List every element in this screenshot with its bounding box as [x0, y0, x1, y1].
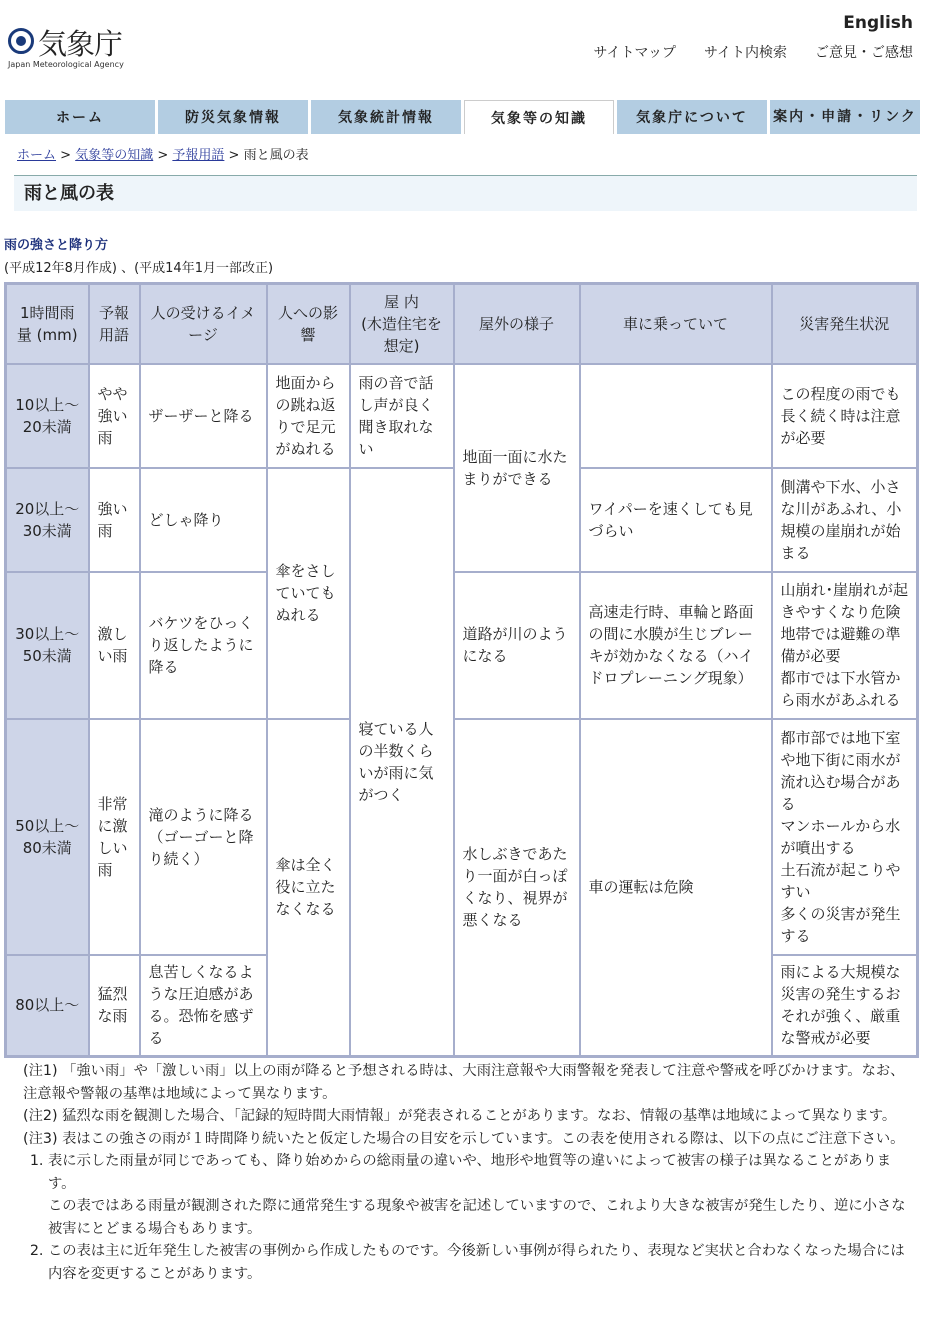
header-cell: 1時間雨量 (mm)	[6, 284, 89, 364]
nav-disaster-info[interactable]: 防災気象情報	[158, 100, 308, 134]
note-2: (注2) 猛烈な雨を観測した場合、「記録的短時間大雨情報」が発表されることがあります。なお、情報の基準は地域によって異なります。	[23, 1108, 897, 1124]
header-cell: 人への影響	[267, 284, 350, 364]
breadcrumb: ホーム > 気象等の知識 > 予報用語 > 雨と風の表	[17, 148, 309, 163]
car-cell: 高速走行時、車輪と路面の間に水膜が生じブレーキが効かなくなる（ハイドロプレーニング現象）	[580, 572, 772, 719]
nav-statistics[interactable]: 気象統計情報	[311, 100, 461, 134]
breadcrumb-terms[interactable]: 予報用語	[172, 148, 225, 163]
page-title: 雨と風の表	[14, 175, 917, 211]
nav-home[interactable]: ホーム	[5, 100, 155, 134]
range-cell: 50以上〜80未満	[6, 719, 89, 955]
utility-links	[594, 42, 914, 62]
header-cell: 車に乗っていて	[580, 284, 772, 364]
term-cell: 猛烈な雨	[89, 955, 140, 1057]
note-3: (注3) 表はこの強さの雨が１時間降り続いたと仮定した場合の目安を示しています。この表を使用される際は、以下の点にご注意下さい。	[23, 1130, 905, 1147]
jma-emblem-icon	[8, 28, 34, 54]
image-cell: ザーザーと降る	[140, 364, 267, 468]
table-row	[6, 572, 918, 719]
image-cell: 滝のように降る（ゴーゴーと降り続く）	[140, 719, 267, 955]
note-list	[23, 1150, 911, 1285]
term-cell: やや強い雨	[89, 364, 140, 468]
date-note: (平成12年8月作成) 、(平成14年1月一部改正)	[4, 261, 274, 276]
table-header-row	[6, 284, 918, 364]
jma-logo[interactable]	[8, 24, 133, 74]
note-list-item	[48, 1150, 911, 1240]
disaster-cell: 山崩れ･崖崩れが起きやすくなり危険地帯では避難の準備が必要 都市では下水管から雨水があふれる	[772, 572, 918, 719]
feedback-link[interactable]: ご意見・ご感想	[815, 45, 913, 61]
table-row	[6, 719, 918, 955]
note-item-text: 2. この表は主に近年発生した被害の事例から作成したものです。今後新しい事例が得られたり、表現など実状と合わなくなった場合には内容を変更することがあります。	[48, 1243, 905, 1282]
image-cell: どしゃ降り	[140, 468, 267, 572]
table-row	[6, 364, 918, 468]
range-cell: 30以上〜50未満	[6, 572, 89, 719]
effect-cell: 地面からの跳ね返りで足元がぬれる	[267, 364, 350, 468]
nav-knowledge[interactable]: 気象等の知識	[464, 100, 614, 134]
note-item-text: 1. 表に示した雨量が同じであっても、降り始めからの総雨量の違いや、地形や地質等の違いによって被害の様子は異なることがあります。	[48, 1153, 892, 1192]
header-cell: 屋 内 (木造住宅を想定)	[350, 284, 454, 364]
notes	[23, 1060, 911, 1285]
car-cell	[580, 364, 772, 468]
disaster-cell: この程度の雨でも長く続く時は注意が必要	[772, 364, 918, 468]
car-cell: ワイパーを速くしても見づらい	[580, 468, 772, 572]
note-list-item	[48, 1240, 911, 1285]
sitemap-link[interactable]: サイトマップ	[593, 45, 676, 61]
term-cell: 強い雨	[89, 468, 140, 572]
image-cell: バケツをひっくり返したように降る	[140, 572, 267, 719]
header-cell: 人の受けるイメージ	[140, 284, 267, 364]
logo-english: Japan Meteorological Agency	[8, 60, 124, 69]
outdoor-cell: 地面一面に水たまりができる	[454, 364, 580, 572]
outdoor-cell: 水しぶきであたり一面が白っぽくなり、視界が悪くなる	[454, 719, 580, 1057]
range-cell: 80以上〜	[6, 955, 89, 1057]
effect-cell: 傘をさしていてもぬれる	[267, 468, 350, 719]
site-search-link[interactable]: サイト内検索	[703, 45, 787, 61]
logo-text: 気象庁	[38, 27, 123, 61]
disaster-cell: 側溝や下水、小さな川があふれ、小規模の崖崩れが始まる	[772, 468, 918, 572]
indoor-cell: 寝ている人の半数くらいが雨に気がつく	[350, 468, 454, 1057]
breadcrumb-knowledge[interactable]: 気象等の知識	[75, 148, 154, 163]
breadcrumb-current: 雨と風の表	[243, 148, 309, 163]
note-1: (注1) 「強い雨」や「激しい雨」以上の雨が降ると予想される時は、大雨注意報や大雨警報を発表して注意や警戒を呼びかけます。なお、注意報や警報の基準は地域によって異なります。	[23, 1063, 905, 1102]
disaster-cell: 雨による大規模な災害の発生するおそれが強く、厳重な警戒が必要	[772, 955, 918, 1057]
indoor-cell: 雨の音で話し声が良く聞き取れない	[350, 364, 454, 468]
header-cell: 予報用語	[89, 284, 140, 364]
section-title: 雨の強さと降り方	[4, 238, 109, 253]
english-link[interactable]: English	[843, 13, 913, 33]
main-nav	[5, 100, 920, 134]
header-cell: 災害発生状況	[772, 284, 918, 364]
note-item-text: この表ではある雨量が観測された際に通常発生する現象や被害を記述していますので、これより大きな被害が発生したり、逆に小さな被害にとどまる場合もあります。	[48, 1198, 906, 1237]
range-cell: 10以上〜20未満	[6, 364, 89, 468]
rain-table	[4, 282, 919, 1058]
image-cell: 息苦しくなるような圧迫感がある。恐怖を感ずる	[140, 955, 267, 1057]
nav-about[interactable]: 気象庁について	[617, 100, 767, 134]
disaster-cell: 都市部では地下室や地下街に雨水が流れ込む場合がある マンホールから水が噴出する 土石流が起こりやすい 多くの災害が発生する	[772, 719, 918, 955]
term-cell: 激しい雨	[89, 572, 140, 719]
outdoor-cell: 道路が川のようになる	[454, 572, 580, 719]
breadcrumb-home[interactable]: ホーム	[17, 148, 57, 163]
term-cell: 非常に激しい雨	[89, 719, 140, 955]
range-cell: 20以上〜30未満	[6, 468, 89, 572]
header-cell: 屋外の様子	[454, 284, 580, 364]
effect-cell: 傘は全く役に立たなくなる	[267, 719, 350, 1057]
car-cell: 車の運転は危険	[580, 719, 772, 1057]
nav-links[interactable]: 案内・申請・リンク	[770, 100, 920, 134]
